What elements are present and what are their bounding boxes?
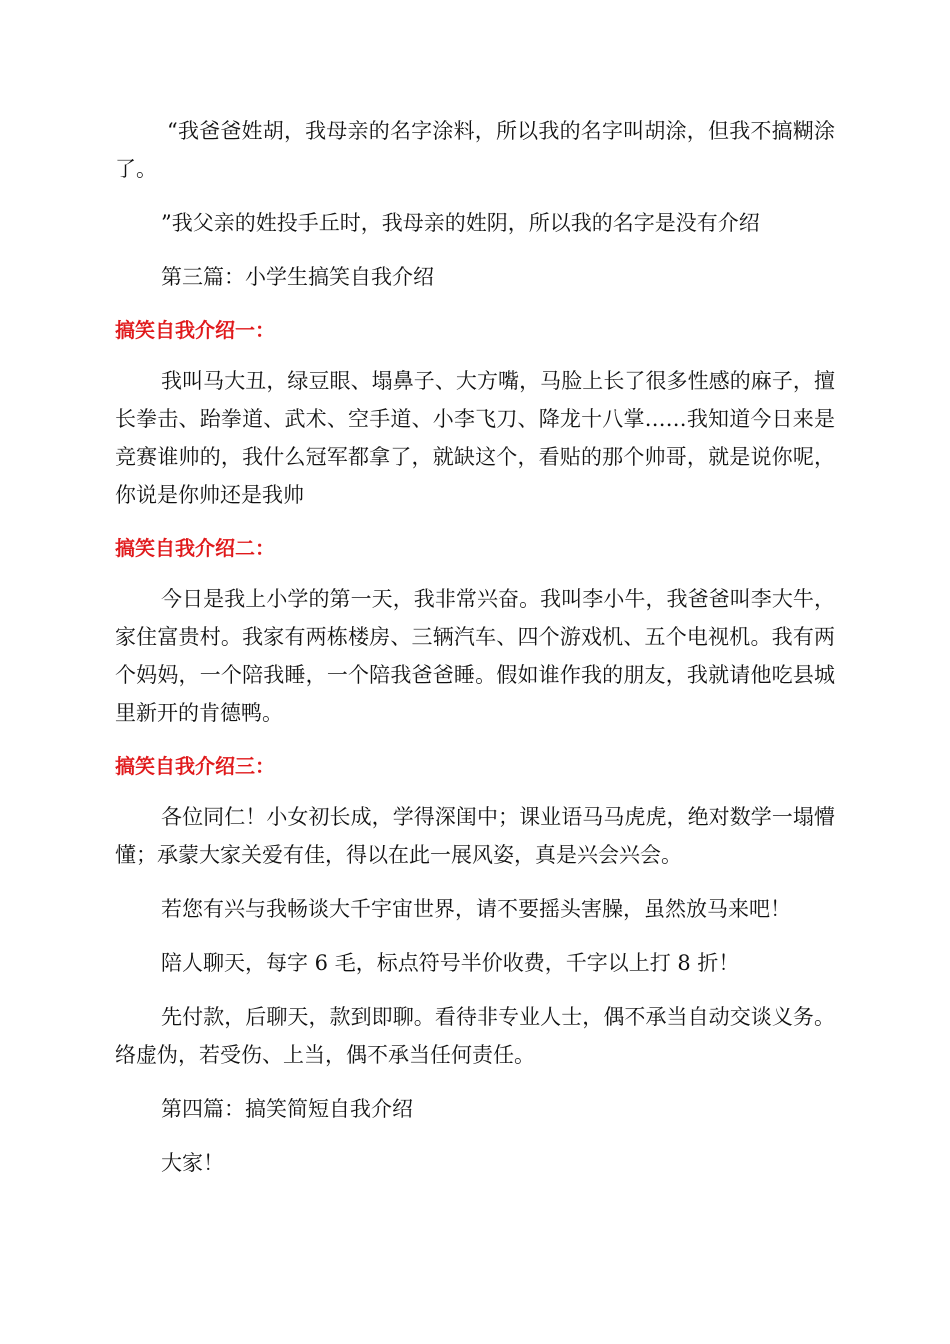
paragraph-name-joke-1: “我爸爸姓胡，我母亲的名字涂料，所以我的名字叫胡涂，但我不搞糊涂了。 — [115, 119, 835, 181]
chapter-four-title: 第四篇：搞笑简短自我介绍 — [161, 1097, 413, 1121]
section-three-paragraph-1: 各位同仁！小女初长成，学得深闺中；课业语马马虎虎，绝对数学一塌懵懂；承蒙大家关爱有佳，得以在此一展风姿，真是兴会兴会。 — [115, 805, 835, 867]
section-one-body: 我叫马大丑，绿豆眼、塌鼻子、大方嘴，马脸上长了很多性感的麻子，擅长拳击、跆拳道、武术、空手道、小李飞刀、降龙十八掌……我知道今日来是竞赛谁帅的，我什么冠军都拿了，就缺这个，看贴的那个帅哥，就是说你呢，你说是你帅还是我帅 — [115, 369, 835, 507]
section-two-body: 今日是我上小学的第一天，我非常兴奋。我叫李小牛，我爸爸叫李大牛，家住富贵村。我家有两栋楼房、三辆汽车、四个游戏机、五个电视机。我有两个妈妈，一个陪我睡，一个陪我爸爸睡。假如谁作我的朋友，我就请他吃县城里新开的肯德鸭。 — [115, 587, 835, 725]
paragraph-name-joke-2: ”我父亲的姓投手丘时，我母亲的姓阴，所以我的名字是没有介绍 — [161, 211, 760, 235]
chapter-three-title: 第三篇：小学生搞笑自我介绍 — [161, 265, 434, 289]
section-heading-one: 搞笑自我介绍一： — [115, 318, 275, 342]
greeting-paragraph: 大家！ — [161, 1151, 224, 1175]
section-three-paragraph-3: 陪人聊天，每字 6 毛，标点符号半价收费，千字以上打 8 折！ — [161, 951, 740, 975]
section-heading-two: 搞笑自我介绍二： — [115, 536, 275, 560]
section-three-paragraph-2: 若您有兴与我畅谈大千宇宙世界，请不要摇头害臊，虽然放马来吧！ — [161, 897, 791, 921]
section-three-paragraph-4: 先付款，后聊天，款到即聊。看待非专业人士，偶不承当自动交谈义务。络虚伪，若受伤、上当，偶不承当任何责任。 — [115, 1005, 835, 1067]
section-heading-three: 搞笑自我介绍三： — [115, 754, 275, 778]
